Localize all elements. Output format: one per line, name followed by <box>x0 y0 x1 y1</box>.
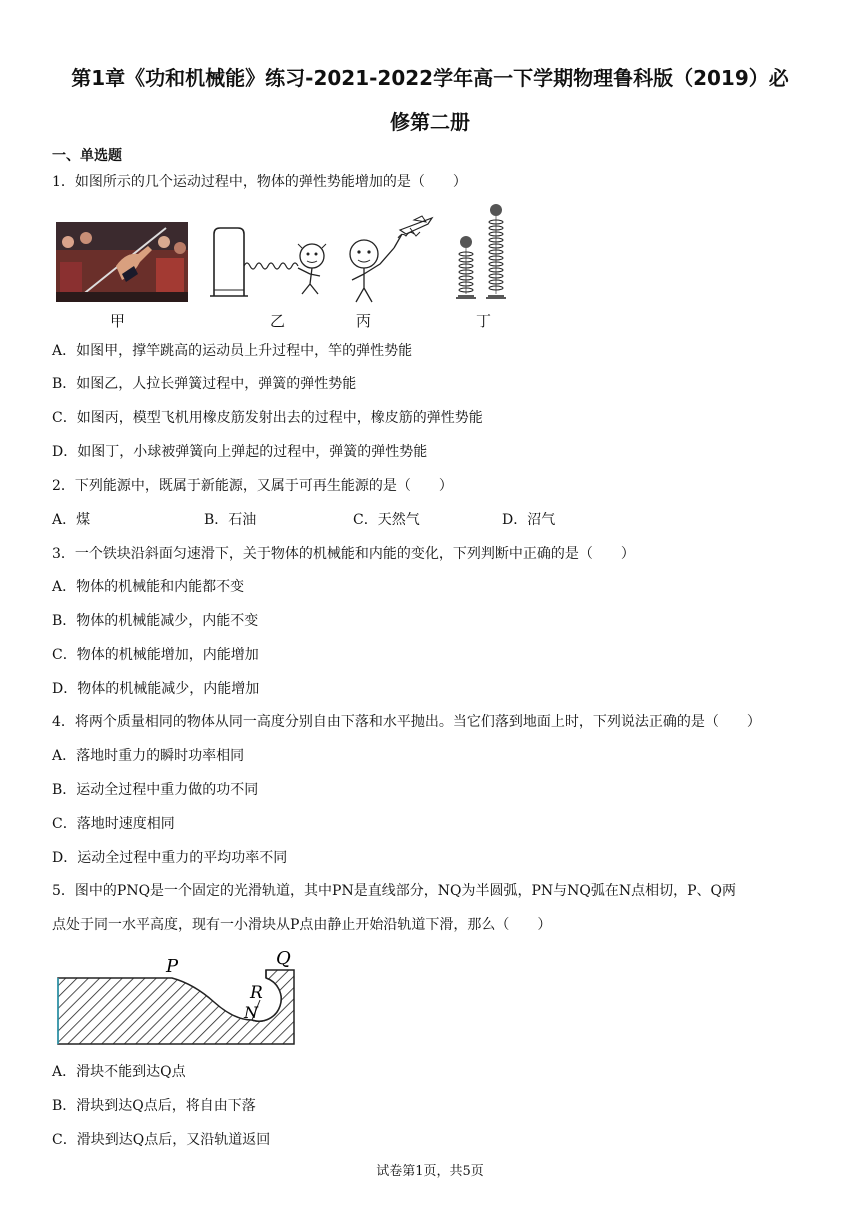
q1-caption-bing: 丙 <box>356 312 372 330</box>
q1-figure-ding <box>450 200 514 302</box>
q1-figure-bing <box>340 214 440 306</box>
q5-track-figure <box>54 944 300 1048</box>
q3-stem: 3．一个铁块沿斜面匀速滑下，关于物体的机械能和内能的变化，下列判断中正确的是（ ） <box>52 546 635 562</box>
q1-stem: 1．如图所示的几个运动过程中，物体的弹性势能增加的是（ ） <box>52 174 467 190</box>
q5-label-q: Q <box>276 948 291 969</box>
page-title-line2: 修第二册 <box>390 110 470 134</box>
q5-option-a: A．滑块不能到达Q点 <box>52 1064 186 1080</box>
q1-option-b: B．如图乙，人拉长弹簧过程中，弹簧的弹性势能 <box>52 376 357 392</box>
q5-stem-line2: 点处于同一水平高度，现有一小滑块从P点由静止开始沿轨道下滑，那么（ ） <box>52 917 552 933</box>
q2-option-a: A．煤 <box>52 512 91 528</box>
q3-option-a: A．物体的机械能和内能都不变 <box>52 579 245 595</box>
section-heading: 一、单选题 <box>52 148 122 164</box>
q1-caption-ding: 丁 <box>476 312 492 330</box>
q3-option-d: D．物体的机械能减少，内能增加 <box>52 681 260 697</box>
q4-stem: 4．将两个质量相同的物体从同一高度分别自由下落和水平抛出。当它们落到地面上时，下列说法正确的是（ ） <box>52 714 761 730</box>
q4-option-c: C．落地时速度相同 <box>52 816 175 832</box>
q3-option-c: C．物体的机械能增加，内能增加 <box>52 647 259 663</box>
q1-caption-yi: 乙 <box>270 312 286 330</box>
q4-option-a: A．落地时重力的瞬时功率相同 <box>52 748 245 764</box>
q4-option-b: B．运动全过程中重力做的功不同 <box>52 782 259 798</box>
q5-label-p: P <box>166 956 179 977</box>
q5-label-n: N <box>244 1003 258 1022</box>
q5-option-c: C．滑块到达Q点后，又沿轨道返回 <box>52 1132 271 1148</box>
q5-option-b: B．滑块到达Q点后，将自由下落 <box>52 1098 256 1114</box>
q2-stem: 2．下列能源中，既属于新能源，又属于可再生能源的是（ ） <box>52 478 453 494</box>
q1-figure-jia-photo <box>56 222 188 302</box>
q1-figure-yi <box>208 226 334 298</box>
q2-option-b: B．石油 <box>204 512 257 528</box>
q2-option-d: D．沼气 <box>502 512 556 528</box>
q1-option-a: A．如图甲，撑竿跳高的运动员上升过程中，竿的弹性势能 <box>52 343 413 359</box>
q5-label-r: R <box>250 983 263 1003</box>
q5-stem-line1: 5．图中的PNQ是一个固定的光滑轨道，其中PN是直线部分，NQ为半圆弧，PN与NQ弧在N点相切，P、Q两 <box>52 883 736 899</box>
q1-option-c: C．如图丙，模型飞机用橡皮筋发射出去的过程中，橡皮筋的弹性势能 <box>52 410 483 426</box>
page-title-line1: 第1章《功和机械能》练习-2021-2022学年高一下学期物理鲁科版（2019）必 <box>71 66 789 90</box>
q1-option-d: D．如图丁，小球被弹簧向上弹起的过程中，弹簧的弹性势能 <box>52 444 428 460</box>
page-footer: 试卷第1页，共5页 <box>376 1164 484 1179</box>
q2-option-c: C．天然气 <box>353 512 420 528</box>
q3-option-b: B．物体的机械能减少，内能不变 <box>52 613 259 629</box>
q4-option-d: D．运动全过程中重力的平均功率不同 <box>52 850 288 866</box>
q1-caption-jia: 甲 <box>110 312 126 330</box>
